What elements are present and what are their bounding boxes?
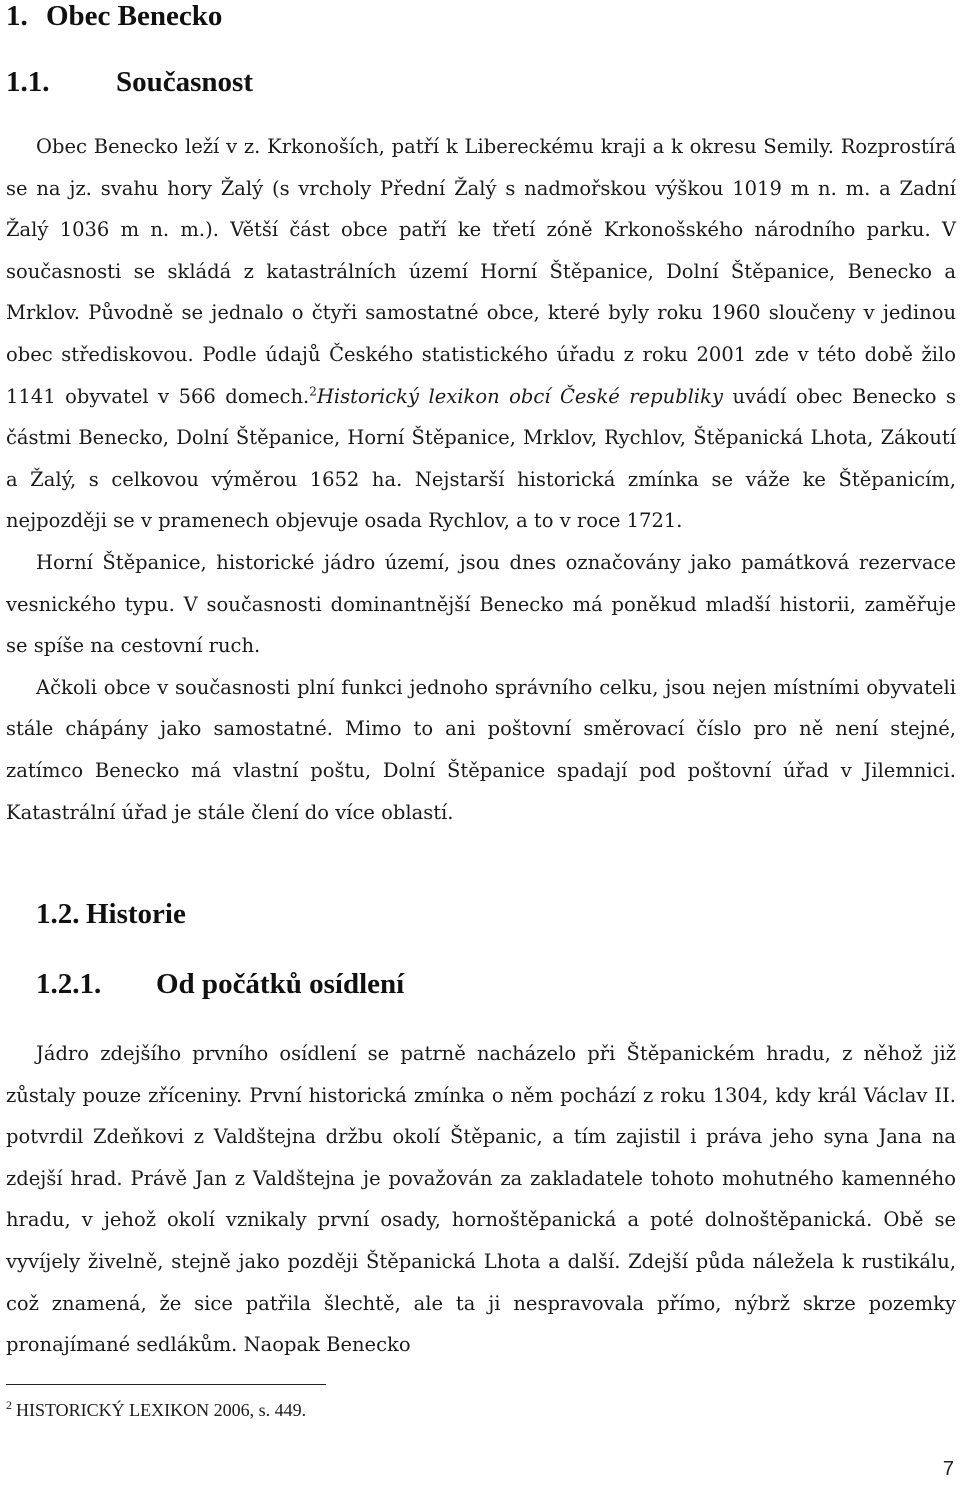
footnote: $^2$ HISTORICKÝ LEXIKON 2006, s. 449. — [6, 1398, 307, 1420]
footnote-ref[interactable]: 2 — [309, 384, 317, 399]
section-soucasnost-body — [6, 126, 956, 833]
paragraph: Ačkoli obce v současnosti plní funkci jednoho správního celku, jsou nejen místními obyvateli stále chápány jako samostatné. Mimo to ani poštovní směrovací číslo pro ně není stejné, zatímco Benecko má vlastní poštu, Dolní Štěpanice spadají pod poštovní úřad v Jilemnici. Katastrální úřad je stále člení do více oblastí. — [6, 675, 956, 824]
page-number: 7 — [942, 1458, 954, 1480]
section-historie-body — [6, 1033, 956, 1366]
heading-od-pocatku-osidleni: 1.2.1. Od počátků osídlení — [36, 968, 405, 1000]
paragraph: Jádro zdejšího prvního osídlení se patrně nacházelo při Štěpanickém hradu, z něhož již zůstaly pouze zříceniny. První historická zmínka o něm pochází z roku 1304, kdy král Václav II. potvrdil Zdeňkovi z Valdštejna držbu okolí Štěpanic, a tím zajistil i práva jeho syna Jana na zdejší hrad. Právě Jan z Valdštejna je považován za zakladatele tohoto mohutného kamenného hradu, v jehož okolí vznikaly první osady, hornoštěpanická a poté dolnoštěpanická. Obě se vyvíjely živelně, stejně jako později Štěpanická Lhota a další. Zdejší půda náležela k rustikálu, což znamená, že sice patřila šlechtě, ale ta ji nespravovala přímo, nýbrž skrze pozemky pronajímané sedlákům. Naopak Benecko — [6, 1042, 956, 1357]
heading-soucasnost: 1.1. Současnost — [6, 66, 253, 98]
paragraph: Obec Benecko leží v z. Krkonoších, patří k Libereckému kraji a k okresu Semily. Rozprostírá se na jz. svahu hory Žalý (s vrcholy Přední Žalý s nadmořskou výškou 1019 m n. m. a Zadní Žalý 1036 m n. m.). Větší část obce patří ke třetí zóně Krkonošského národního parku. V současnosti se skládá z katastrálních území Horní Štěpanice, Dolní Štěpanice, Benecko a Mrklov. Původně se jednalo o čtyři samostatné obce, které byly roku 1960 sloučeny v jedinou obec střediskovou. Podle údajů Českého statistického úřadu z roku 2001 zde v této době žilo 1141 obyvatel v 566 domech.$^2$Historický lexikon obcí České republiky uvádí obec Benecko s částmi Benecko, Dolní Štěpanice, Horní Štěpanice, Mrklov, Rychlov, Štěpanická Lhota, Zákoutí a Žalý, s celkovou výměrou 1652 ha. Nejstarší historická zmínka se váže ke Štěpanicím, nejpozději se v pramenech objevuje osada Rychlov, a to v roce 1721. — [6, 135, 956, 533]
heading-historie: 1.2. Historie — [36, 898, 186, 930]
heading-obec-benecko: 1. Obec Benecko — [6, 0, 223, 32]
paragraph: Horní Štěpanice, historické jádro území, jsou dnes označovány jako památková rezervace vesnického typu. V současnosti dominantnější Benecko má poněkud mladší historii, zaměřuje se spíše na cestovní ruch. — [6, 550, 956, 658]
footnote-separator — [6, 1384, 326, 1385]
